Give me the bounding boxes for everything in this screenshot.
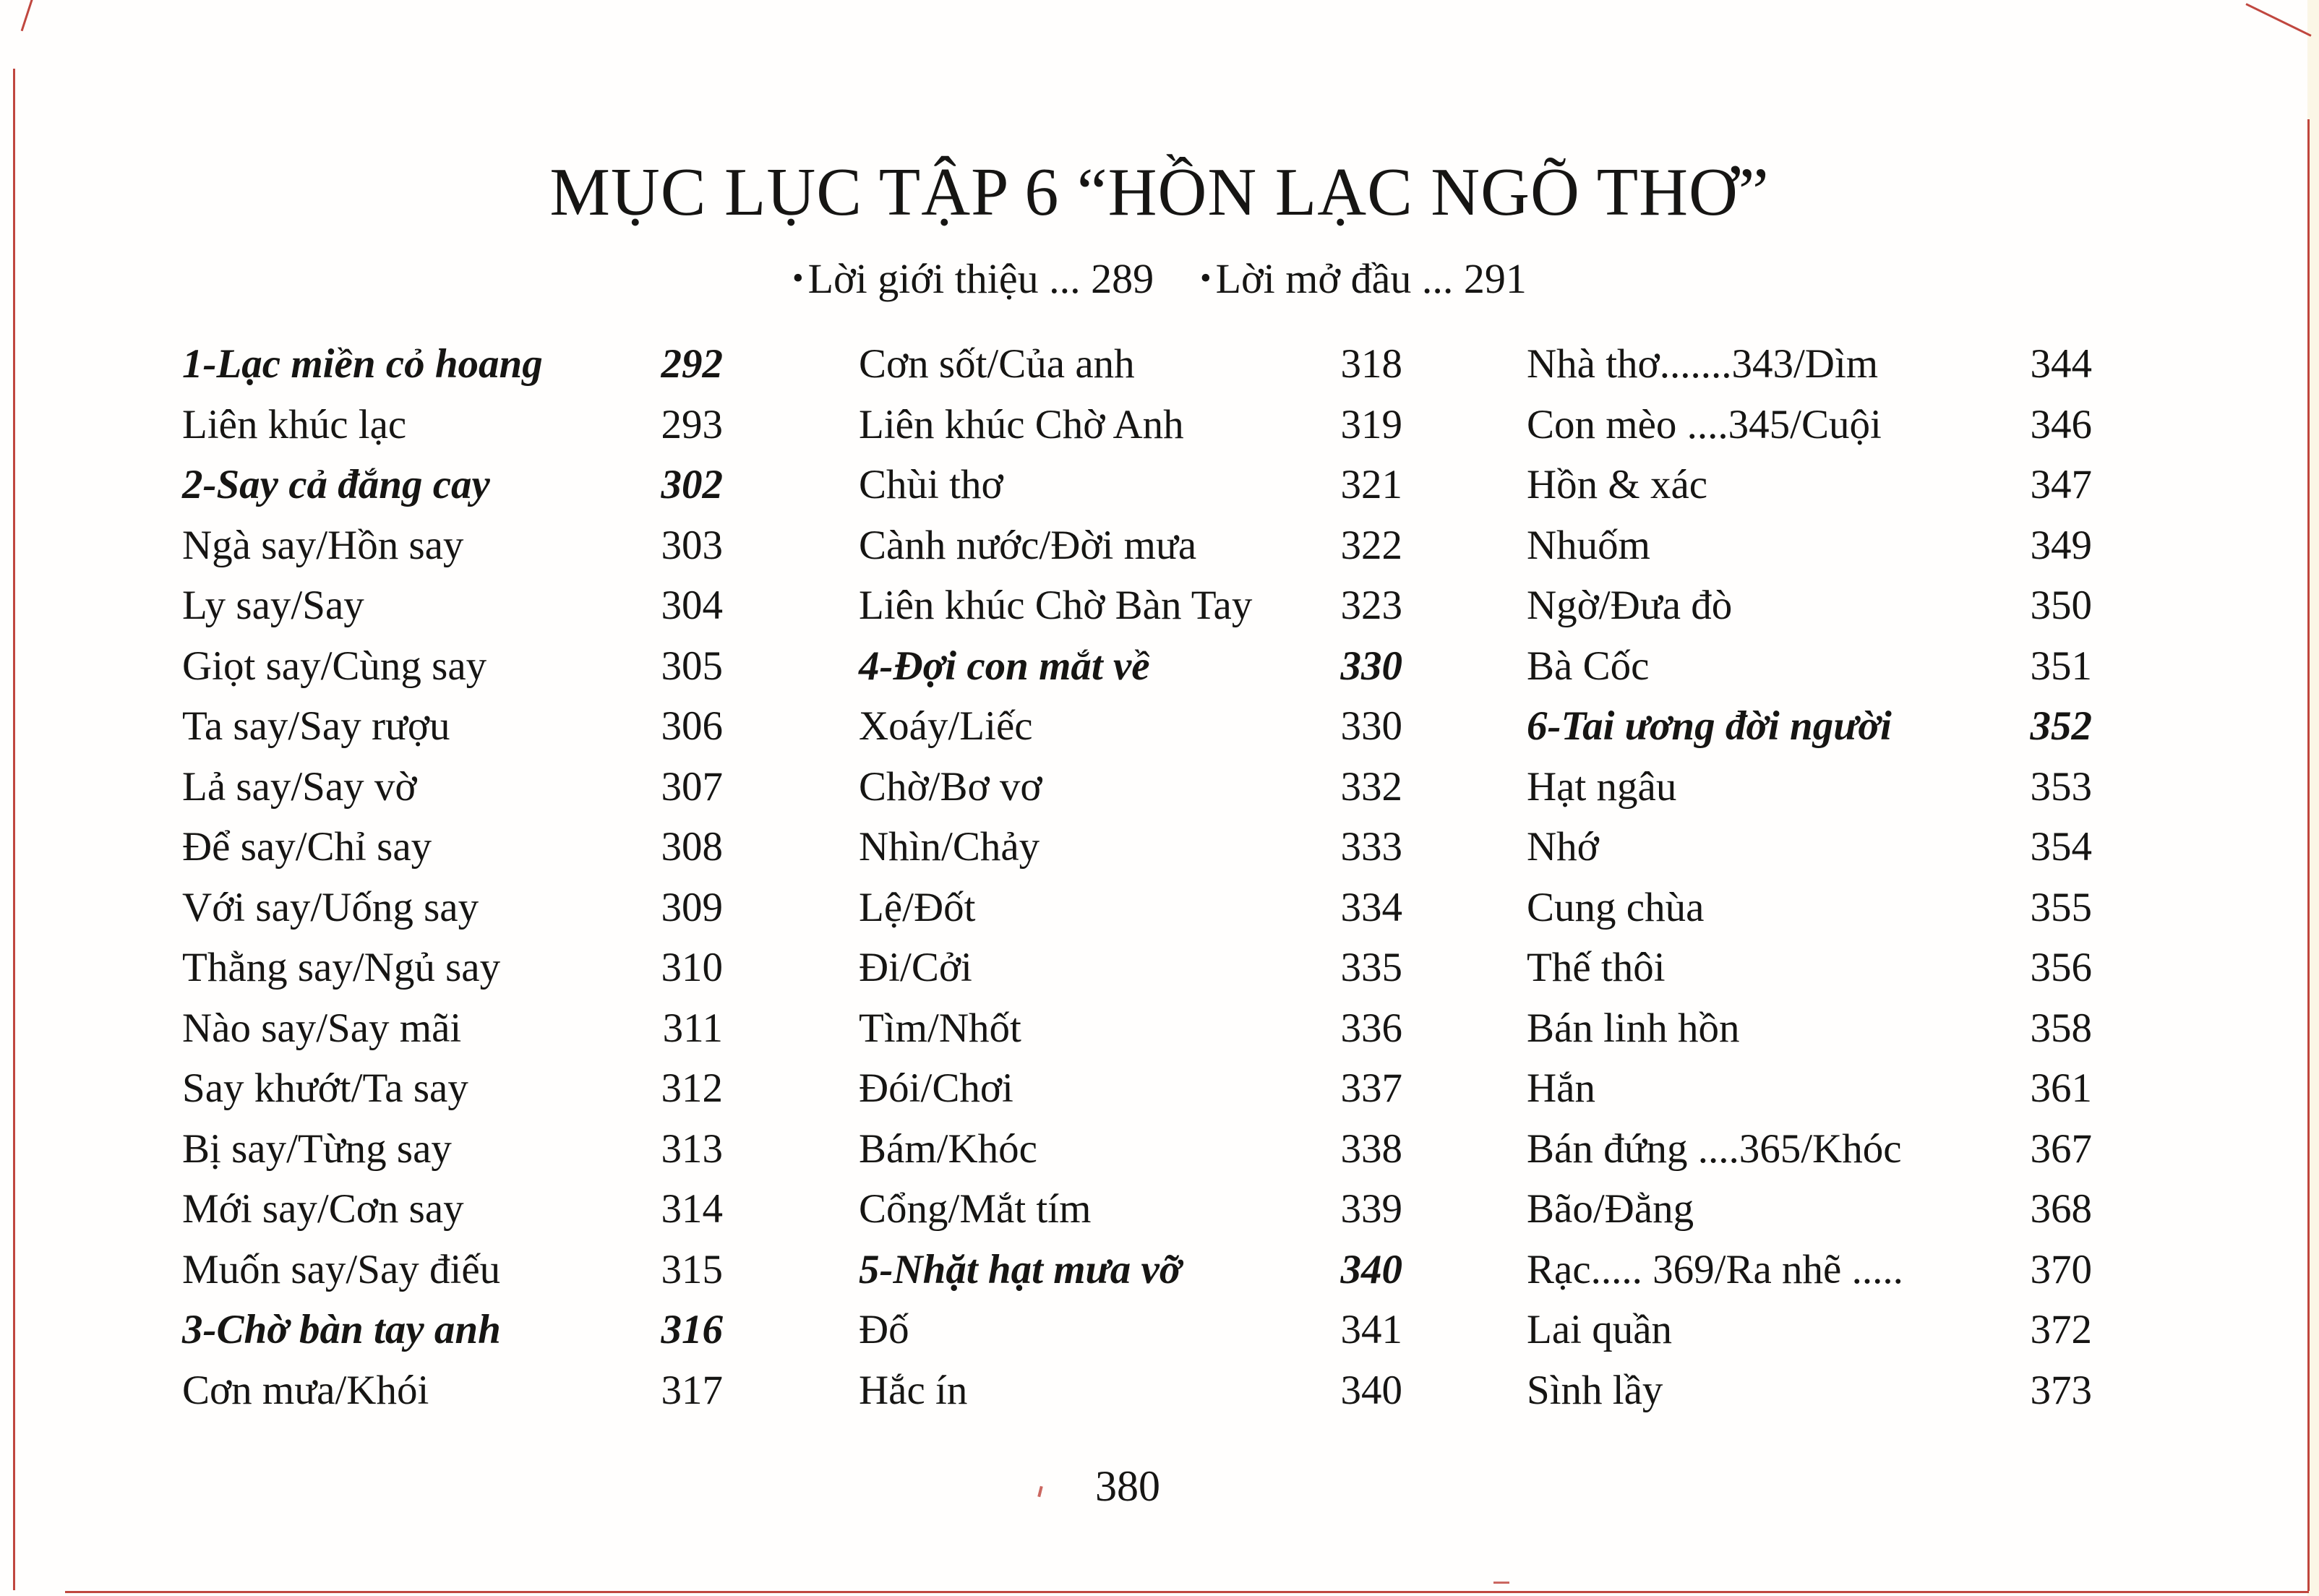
toc-entry-row <box>859 998 1402 1059</box>
toc-entry-title: Muốn say/Say điếu <box>182 1246 501 1292</box>
toc-entry-row <box>859 938 1402 998</box>
toc-entry-page: 368 <box>2030 1186 2092 1232</box>
toc-entry-row <box>859 757 1402 818</box>
toc-column-2 <box>859 334 1402 1420</box>
toc-entry-row <box>182 757 723 818</box>
toc-entry-row <box>859 696 1402 757</box>
toc-entry-title: Rạc..... 369/Ra nhẽ ..... <box>1527 1246 1903 1292</box>
toc-column-1 <box>182 334 723 1420</box>
toc-entry-page: 352 <box>2030 703 2092 749</box>
toc-entry-page: 310 <box>661 945 723 990</box>
toc-entry-page: 321 <box>1340 462 1402 507</box>
toc-entry-page: 292 <box>661 341 723 387</box>
toc-entry-row <box>859 878 1402 938</box>
toc-entry-page: 361 <box>2030 1065 2092 1111</box>
toc-entry-row <box>1527 455 2092 515</box>
toc-entry-title: Nào say/Say mãi <box>182 1005 462 1051</box>
toc-section-row <box>1527 696 2092 757</box>
toc-entry-title: Lai quần <box>1527 1307 1673 1352</box>
subtitle-item-intro <box>792 254 1154 303</box>
toc-entry-title: Đi/Cởi <box>859 945 972 990</box>
toc-entry-row <box>182 515 723 576</box>
scan-artifact-left-line <box>13 69 15 1590</box>
toc-entry-title: Ly say/Say <box>182 583 364 628</box>
toc-entry-page: 344 <box>2030 341 2092 387</box>
toc-entry-row <box>182 1179 723 1240</box>
toc-entry-title: 3-Chờ bàn tay anh <box>182 1307 501 1352</box>
toc-entry-page: 337 <box>1340 1065 1402 1111</box>
toc-entry-title: Con mèo ....345/Cuội <box>1527 401 1882 447</box>
toc-entry-page: 340 <box>1340 1367 1402 1413</box>
toc-entry-title: Cơn mưa/Khói <box>182 1367 429 1413</box>
toc-entry-title: Cổng/Mắt tím <box>859 1186 1092 1232</box>
toc-entry-page: 341 <box>1340 1307 1402 1352</box>
toc-entry-row <box>1527 878 2092 938</box>
toc-entry-page: 311 <box>662 1005 723 1051</box>
toc-entry-row <box>859 817 1402 878</box>
subtitle-item-foreword <box>1200 254 1527 303</box>
toc-entry-page: 340 <box>1340 1246 1402 1292</box>
toc-entry-page: 347 <box>2030 462 2092 507</box>
toc-entry-page: 315 <box>661 1246 723 1292</box>
toc-entry-title: 4-Đợi con mắt về <box>859 643 1150 689</box>
toc-entry-row <box>182 395 723 455</box>
toc-entry-page: 355 <box>2030 884 2092 930</box>
toc-entry-row <box>1527 515 2092 576</box>
toc-entry-row <box>859 1119 1402 1180</box>
toc-entry-page: 370 <box>2030 1246 2092 1292</box>
toc-entry-title: Bà Cốc <box>1527 643 1650 689</box>
toc-entry-title: Say khướt/Ta say <box>182 1065 468 1111</box>
toc-entry-row <box>182 575 723 636</box>
toc-entry-page: 353 <box>2030 763 2092 810</box>
toc-entry-page: 307 <box>661 763 723 810</box>
toc-entry-row <box>859 1179 1402 1240</box>
toc-entry-row <box>859 575 1402 636</box>
toc-entry-page: 330 <box>1340 703 1402 749</box>
toc-entry-page: 350 <box>2030 583 2092 628</box>
toc-entry-row <box>859 334 1402 395</box>
toc-entry-row <box>1527 1179 2092 1240</box>
toc-entry-title: Đói/Chơi <box>859 1065 1013 1111</box>
toc-entry-page: 356 <box>2030 945 2092 990</box>
toc-entry-page: 314 <box>661 1186 723 1232</box>
toc-entry-title: Hắn <box>1527 1065 1595 1111</box>
footer-page-number: 380 <box>1095 1462 1160 1510</box>
toc-entry-row <box>182 817 723 878</box>
toc-entry-page: 354 <box>2030 824 2092 870</box>
toc-entry-title: Nhuốm <box>1527 522 1650 568</box>
toc-entry-row <box>182 878 723 938</box>
toc-entry-title: Bám/Khóc <box>859 1125 1037 1172</box>
toc-entry-page: 309 <box>661 884 723 930</box>
toc-entry-row <box>859 1300 1402 1360</box>
toc-entry-page: 318 <box>1340 341 1402 387</box>
toc-entry-row <box>182 1119 723 1180</box>
toc-entry-row <box>859 1360 1402 1421</box>
toc-entry-title: Nhớ <box>1527 824 1599 870</box>
toc-entry-page: 304 <box>661 583 723 628</box>
toc-entry-title: Liên khúc lạc <box>182 401 407 447</box>
toc-entry-title: 2-Say cả đắng cay <box>182 462 490 507</box>
toc-entry-page: 322 <box>1340 522 1402 568</box>
toc-entry-row <box>182 636 723 697</box>
toc-entry-title: Bán linh hồn <box>1527 1005 1740 1051</box>
toc-entry-row <box>182 1360 723 1421</box>
toc-entry-title: Giọt say/Cùng say <box>182 643 487 689</box>
toc-entry-page: 319 <box>1340 401 1402 447</box>
toc-entry-page: 303 <box>661 522 723 568</box>
toc-entry-row <box>1527 395 2092 455</box>
toc-entry-title: Mới say/Cơn say <box>182 1186 464 1232</box>
toc-entry-row <box>1527 1300 2092 1360</box>
toc-entry-page: 302 <box>661 462 723 507</box>
toc-entry-row <box>182 1058 723 1119</box>
toc-entry-title: Tìm/Nhốt <box>859 1005 1021 1051</box>
toc-entry-title: Thế thôi <box>1527 945 1666 990</box>
toc-entry-title: Bán đứng ....365/Khóc <box>1527 1125 1902 1172</box>
toc-entry-row <box>1527 575 2092 636</box>
toc-entry-row <box>859 1058 1402 1119</box>
toc-entry-page: 372 <box>2030 1307 2092 1352</box>
toc-entry-page: 317 <box>661 1367 723 1413</box>
toc-entry-title: Xoáy/Liếc <box>859 703 1033 749</box>
toc-entry-page: 358 <box>2030 1005 2092 1051</box>
toc-entry-row <box>1527 1058 2092 1119</box>
toc-entry-title: Nhà thơ.......343/Dìm <box>1527 341 1879 387</box>
toc-entry-page: 330 <box>1340 643 1402 689</box>
toc-entry-page: 306 <box>661 703 723 749</box>
toc-entry-row <box>1527 938 2092 998</box>
scan-artifact-right-line <box>2307 119 2310 1591</box>
toc-entry-title: Thằng say/Ngủ say <box>182 945 501 990</box>
toc-entry-page: 305 <box>661 643 723 689</box>
toc-entry-title: Ngờ/Đưa đò <box>1527 583 1733 628</box>
toc-entry-page: 339 <box>1340 1186 1402 1232</box>
toc-section-row <box>182 1300 723 1360</box>
scan-artifact-bottom-line <box>65 1591 2309 1593</box>
toc-entry-page: 313 <box>661 1125 723 1172</box>
toc-entry-title: Liên khúc Chờ Anh <box>859 401 1184 447</box>
toc-entry-page: 351 <box>2030 643 2092 689</box>
bullet-icon: • <box>792 260 804 296</box>
scan-artifact-bottom-tick <box>1493 1582 1509 1584</box>
toc-entry-row <box>1527 636 2092 697</box>
toc-entry-page: 316 <box>661 1307 723 1352</box>
toc-entry-title: Sình lầy <box>1527 1367 1663 1413</box>
toc-entry-title: Đố <box>859 1307 909 1352</box>
toc-entry-page: 338 <box>1340 1125 1402 1172</box>
toc-section-row <box>859 1240 1402 1300</box>
toc-entry-page: 333 <box>1340 824 1402 870</box>
page-title: MỤC LỤC TẬP 6 “HỒN LẠC NGÕ THƠ” <box>549 155 1770 230</box>
toc-entry-title: Ta say/Say rượu <box>182 703 450 749</box>
toc-entry-page: 373 <box>2030 1367 2092 1413</box>
toc-entry-title: 1-Lạc miền cỏ hoang <box>182 341 543 387</box>
toc-entry-row <box>182 938 723 998</box>
toc-entry-title: Với say/Uống say <box>182 884 479 930</box>
subtitle-intro-text: Lời giới thiệu ... 289 <box>807 255 1154 302</box>
toc-entry-page: 312 <box>661 1065 723 1111</box>
toc-entry-title: Cung chùa <box>1527 884 1705 930</box>
toc-entry-title: Ngà say/Hồn say <box>182 522 464 568</box>
toc-entry-page: 323 <box>1340 583 1402 628</box>
toc-entry-row <box>1527 757 2092 818</box>
toc-entry-title: Liên khúc Chờ Bàn Tay <box>859 583 1253 628</box>
toc-entry-row <box>1527 1119 2092 1180</box>
toc-entry-title: Cành nước/Đời mưa <box>859 522 1197 568</box>
toc-entry-row <box>859 515 1402 576</box>
toc-section-row <box>182 334 723 395</box>
toc-entry-title: Cơn sốt/Của anh <box>859 341 1135 387</box>
subtitle-line <box>0 254 2319 303</box>
toc-entry-title: Chùi thơ <box>859 462 1003 507</box>
toc-entry-title: Hồn & xác <box>1527 462 1708 507</box>
bullet-icon: • <box>1200 260 1212 296</box>
toc-entry-title: Để say/Chỉ say <box>182 824 432 870</box>
toc-entry-title: Nhìn/Chảy <box>859 824 1040 870</box>
toc-entry-row <box>1527 1240 2092 1300</box>
toc-entry-row <box>1527 1360 2092 1421</box>
toc-entry-page: 334 <box>1340 884 1402 930</box>
toc-entry-page: 367 <box>2030 1125 2092 1172</box>
toc-entry-title: 5-Nhặt hạt mưa vỡ <box>859 1246 1182 1292</box>
toc-entry-row <box>1527 817 2092 878</box>
toc-entry-title: Lệ/Đốt <box>859 884 976 930</box>
toc-section-row <box>859 636 1402 697</box>
toc-entry-page: 308 <box>661 824 723 870</box>
subtitle-foreword-text: Lời mở đầu ... 291 <box>1215 255 1527 302</box>
toc-entry-row <box>1527 334 2092 395</box>
toc-entry-title: Hạt ngâu <box>1527 763 1677 810</box>
toc-entry-page: 293 <box>661 401 723 447</box>
toc-entry-row <box>1527 998 2092 1059</box>
toc-entry-title: Lả say/Say vờ <box>182 763 417 810</box>
toc-entry-page: 332 <box>1340 763 1402 810</box>
toc-entry-row <box>859 455 1402 515</box>
toc-entry-page: 335 <box>1340 945 1402 990</box>
toc-entry-row <box>182 696 723 757</box>
toc-entry-title: Chờ/Bơ vơ <box>859 763 1042 810</box>
scan-artifact-topleft-tick <box>21 0 34 31</box>
toc-entry-title: Bị say/Từng say <box>182 1125 452 1172</box>
toc-column-3 <box>1527 334 2092 1420</box>
toc-entry-page: 336 <box>1340 1005 1402 1051</box>
toc-section-row <box>182 455 723 515</box>
toc-entry-row <box>859 395 1402 455</box>
toc-entry-title: 6-Tai ương đời người <box>1527 703 1892 749</box>
scan-artifact-topright-tick <box>2245 3 2311 37</box>
toc-entry-page: 349 <box>2030 522 2092 568</box>
toc-entry-page: 346 <box>2030 401 2092 447</box>
toc-entry-title: Hắc ín <box>859 1367 968 1413</box>
toc-entry-row <box>182 998 723 1059</box>
toc-entry-title: Bão/Đằng <box>1527 1186 1694 1232</box>
toc-entry-row <box>182 1240 723 1300</box>
